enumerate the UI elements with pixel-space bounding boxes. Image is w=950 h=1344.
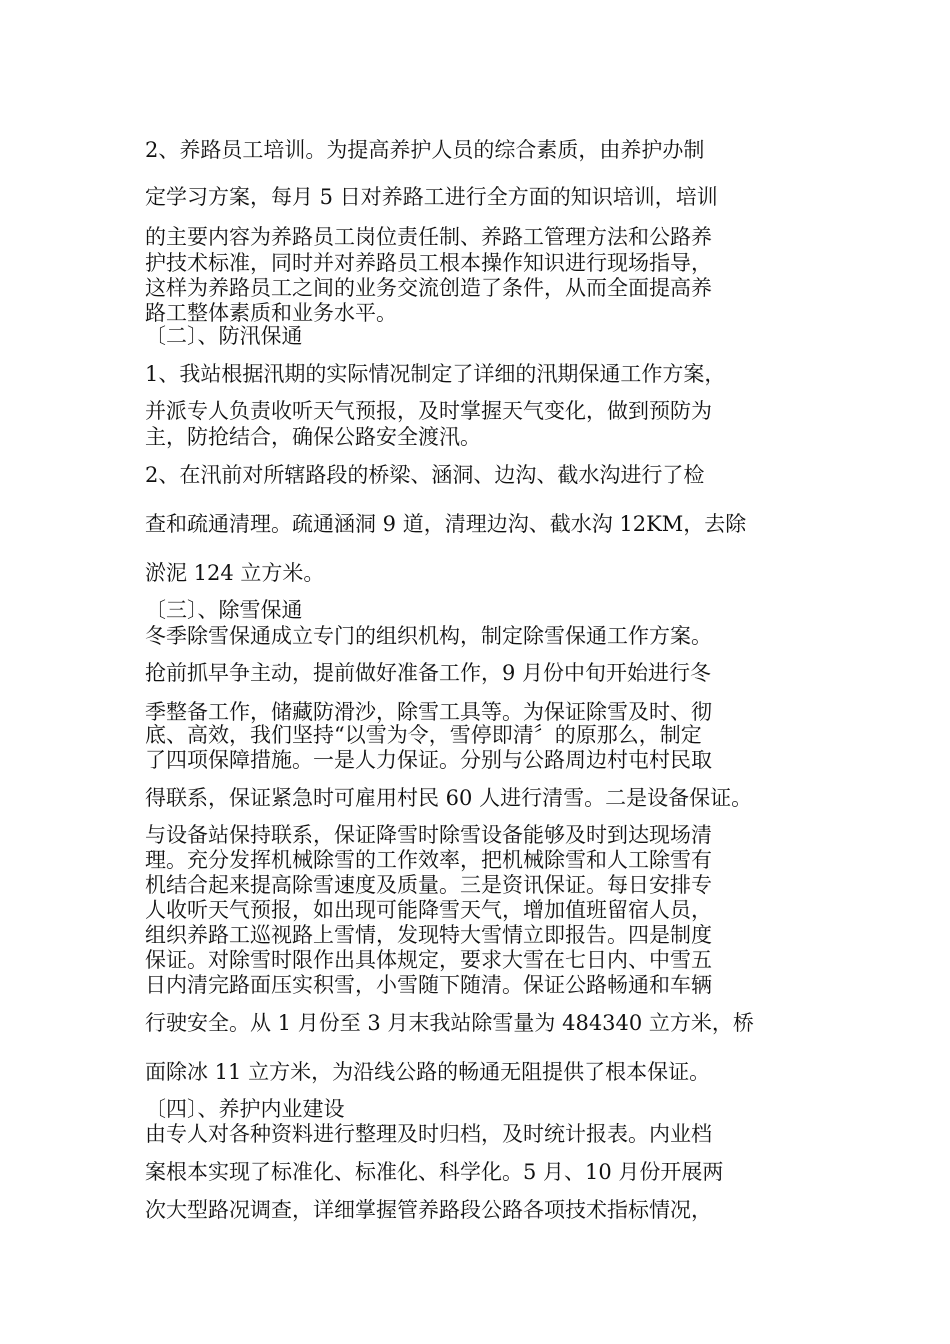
text-line: 案根本实现了标准化、标准化、科学化。5 月、10 月份开展两 bbox=[145, 1160, 724, 1184]
text-line: 面除冰 11 立方米，为沿线公路的畅通无阻提供了根本保证。 bbox=[145, 1060, 711, 1084]
section-heading: 〔三〕、除雪保通 bbox=[145, 598, 303, 622]
text-line: 的主要内容为养路员工岗位责任制、养路工管理方法和公路养 bbox=[145, 225, 712, 249]
text-line: 由专人对各种资料进行整理及时归档，及时统计报表。内业档 bbox=[145, 1122, 712, 1146]
text-line: 淤泥 124 立方米。 bbox=[145, 561, 325, 585]
text-line: 冬季除雪保通成立专门的组织机构，制定除雪保通工作方案。 bbox=[145, 624, 712, 648]
text-line: 与设备站保持联系，保证降雪时除雪设备能够及时到达现场清 bbox=[145, 823, 712, 847]
text-line: 组织养路工巡视路上雪情，发现特大雪情立即报告。四是制度 bbox=[145, 923, 712, 947]
text-line: 理。充分发挥机械除雪的工作效率，把机械除雪和人工除雪有 bbox=[145, 848, 712, 872]
text-line: 保证。对除雪时限作出具体规定，要求大雪在七日内、中雪五 bbox=[145, 948, 712, 972]
section-heading: 〔四〕、养护内业建设 bbox=[145, 1097, 345, 1121]
text-line: 这样为养路员工之间的业务交流创造了条件，从而全面提高养 bbox=[145, 276, 712, 300]
text-line: 人收听天气预报，如出现可能降雪天气，增加值班留宿人员， bbox=[145, 898, 712, 922]
text-line: 2、养路员工培训。为提高养护人员的综合素质，由养护办制 bbox=[145, 138, 705, 162]
text-line: 日内清完路面压实积雪，小雪随下随清。保证公路畅通和车辆 bbox=[145, 973, 712, 997]
text-line: 1、我站根据汛期的实际情况制定了详细的汛期保通工作方案， bbox=[145, 362, 726, 386]
section-heading: 〔二〕、防汛保通 bbox=[145, 324, 303, 348]
text-line: 了四项保障措施。一是人力保证。分别与公路周边村屯村民取 bbox=[145, 748, 712, 772]
text-line: 机结合起来提高除雪速度及质量。三是资讯保证。每日安排专 bbox=[145, 873, 712, 897]
text-line: 抢前抓早争主动，提前做好准备工作，9 月份中旬开始进行冬 bbox=[145, 661, 712, 685]
text-line: 行驶安全。从 1 月份至 3 月末我站除雪量为 484340 立方米，桥 bbox=[145, 1011, 754, 1035]
text-line: 查和疏通清理。疏通涵洞 9 道，清理边沟、截水沟 12KM，去除 bbox=[145, 512, 747, 536]
text-line: 季整备工作，储藏防滑沙，除雪工具等。为保证除雪及时、彻 bbox=[145, 700, 712, 724]
text-line: 定学习方案，每月 5 日对养路工进行全方面的知识培训，培训 bbox=[145, 185, 718, 209]
text-line: 底、高效，我们坚持“以雪为令，雪停即清〞的原那么，制定 bbox=[145, 723, 702, 747]
text-line: 得联系，保证紧急时可雇用村民 60 人进行清雪。二是设备保证。 bbox=[145, 786, 753, 810]
text-line: 次大型路况调查，详细掌握管养路段公路各项技术指标情况， bbox=[145, 1198, 712, 1222]
text-line: 护技术标准，同时并对养路员工根本操作知识进行现场指导， bbox=[145, 251, 712, 275]
text-line: 主，防抢结合，确保公路安全渡汛。 bbox=[145, 425, 481, 449]
text-line: 路工整体素质和业务水平。 bbox=[145, 301, 397, 325]
text-line: 并派专人负责收听天气预报，及时掌握天气变化，做到预防为 bbox=[145, 399, 712, 423]
text-line: 2、在汛前对所辖路段的桥梁、涵洞、边沟、截水沟进行了检 bbox=[145, 463, 705, 487]
